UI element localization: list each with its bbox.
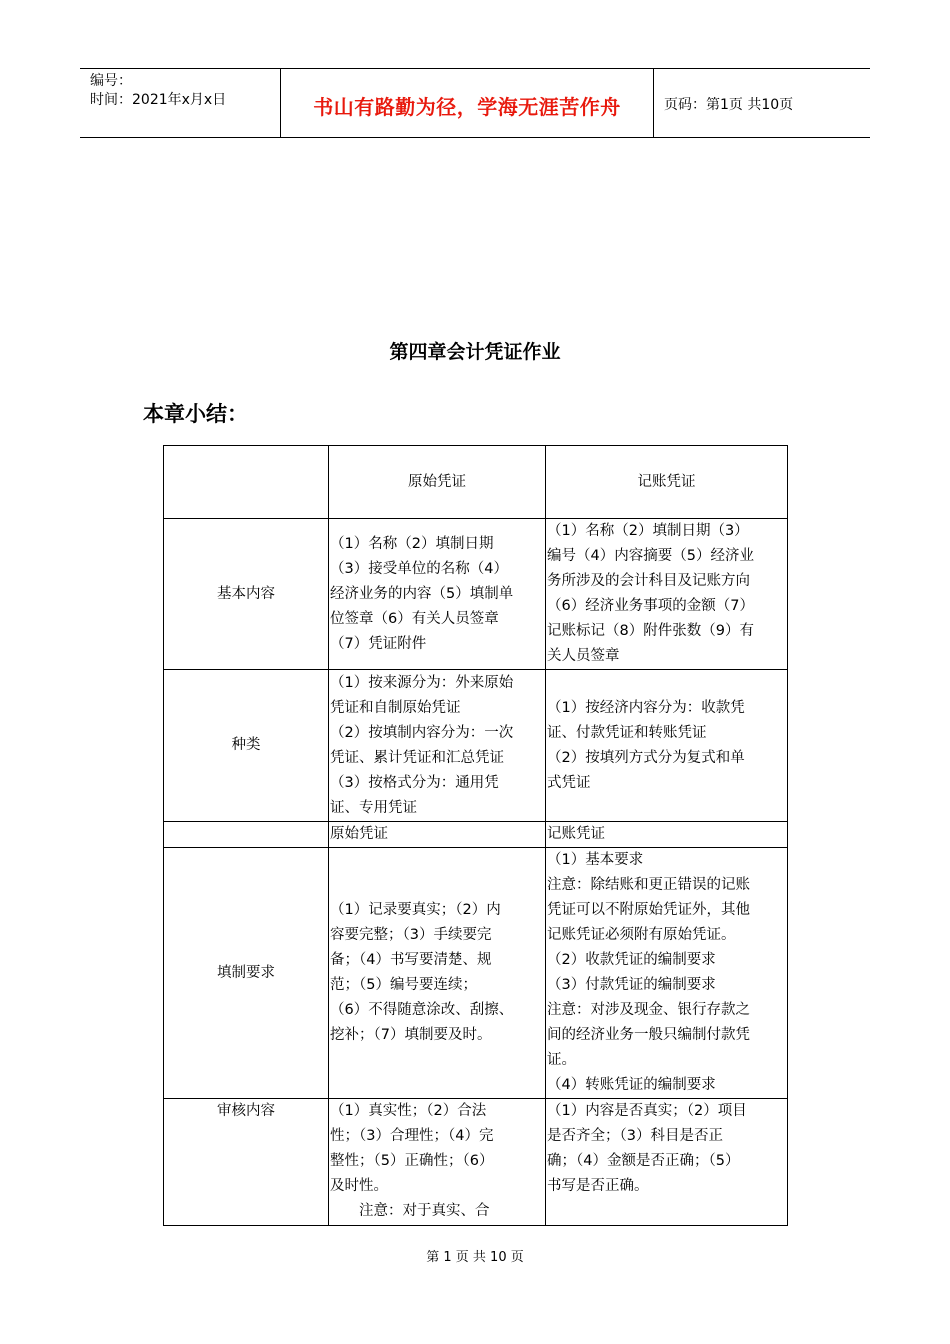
cell-line: （1）基本要求 xyxy=(547,852,644,868)
header-page-cell xyxy=(654,69,870,137)
cell-line: 记账凭证 xyxy=(547,826,605,842)
cell-record xyxy=(546,519,788,670)
cell-line: 编号（4）内容摘要（5）经济业 xyxy=(547,548,754,564)
cell-line: 式凭证 xyxy=(547,774,591,791)
table-row xyxy=(164,519,788,670)
number-label: 编号： xyxy=(90,73,132,89)
table-row xyxy=(164,670,788,822)
cell-line: 及时性。 xyxy=(330,1178,388,1194)
cell-line: 经济业务的内容（5）填制单 xyxy=(330,585,514,602)
cell-line: （1）真实性；（2）合法 xyxy=(330,1103,487,1119)
cell-line: 凭证可以不附原始凭证外，其他 xyxy=(547,902,750,918)
cell-line: （3）接受单位的名称（4） xyxy=(330,560,508,577)
cell-original xyxy=(329,848,546,1099)
cell-line: 间的经济业务一般只编制付款凭 xyxy=(547,1027,750,1043)
cell-original xyxy=(329,822,546,848)
table-header-row xyxy=(164,446,788,519)
cell-line: 凭证和自制原始凭证 xyxy=(330,699,461,716)
table-row xyxy=(164,822,788,848)
cell-line: （2）按填列方式分为复式和单 xyxy=(547,749,745,766)
cell-line: 范；（5）编号要连续； xyxy=(330,977,477,993)
cell-line: 关人员签章 xyxy=(547,648,620,664)
cell-line: 确；（4）金额是否正确；（5） xyxy=(547,1153,740,1169)
cell-line: 是否齐全；（3）科目是否正 xyxy=(547,1128,723,1144)
time-label: 时间：2021年x月x日 xyxy=(90,92,227,108)
cell-line: 原始凭证 xyxy=(330,826,388,842)
corner-cell xyxy=(164,446,329,519)
cell-line: （3）付款凭证的编制要求 xyxy=(547,977,716,993)
cell-line: 证。 xyxy=(547,1052,576,1068)
row-label-filling-requirements: 填制要求 xyxy=(164,848,329,1099)
cell-line: 整性；（5）正确性；（6） xyxy=(330,1153,494,1169)
cell-line: 注意：对于真实、合 xyxy=(330,1203,490,1219)
cell-record xyxy=(546,670,788,822)
cell-original xyxy=(329,519,546,670)
summary-table xyxy=(163,445,788,1226)
cell-line: 证、专用凭证 xyxy=(330,799,417,816)
cell-line: 位签章（6）有关人员签章 xyxy=(330,610,499,627)
cell-line: （4）转账凭证的编制要求 xyxy=(547,1077,716,1093)
cell-line: 记账标记（8）附件张数（9）有 xyxy=(547,623,754,639)
row-label-types: 种类 xyxy=(164,670,329,822)
table-row xyxy=(164,1099,788,1226)
header-motto-cell xyxy=(281,69,654,137)
cell-record xyxy=(546,848,788,1099)
cell-record xyxy=(546,822,788,848)
cell-line: 注意：对涉及现金、银行存款之 xyxy=(547,1002,750,1018)
cell-line: （1）按来源分为：外来原始 xyxy=(330,674,514,691)
cell-line: 备；（4）书写要清楚、规 xyxy=(330,952,492,968)
cell-line: 务所涉及的会计科目及记账方向 xyxy=(547,573,750,589)
cell-line: 挖补；（7）填制要及时。 xyxy=(330,1027,492,1043)
header-original-voucher: 原始凭证 xyxy=(329,446,546,519)
cell-line: 记账凭证必须附有原始凭证。 xyxy=(547,927,736,943)
cell-line: 性；（3）合理性；（4）完 xyxy=(330,1128,494,1144)
cell-line: （6）经济业务事项的金额（7） xyxy=(547,598,754,614)
page-info: 页码：第1页 共10页 xyxy=(664,97,794,113)
cell-line: （1）按经济内容分为：收款凭 xyxy=(547,699,745,716)
header-record-voucher: 记账凭证 xyxy=(546,446,788,519)
cell-line: （1）记录要真实；（2）内 xyxy=(330,902,501,918)
cell-line: （1）名称（2）填制日期 xyxy=(330,535,494,552)
cell-line: 凭证、累计凭证和汇总凭证 xyxy=(330,749,504,766)
row-label-empty xyxy=(164,822,329,848)
cell-line: （1）内容是否真实；（2）项目 xyxy=(547,1103,747,1119)
cell-line: （3）按格式分为：通用凭 xyxy=(330,774,499,791)
chapter-title: 第四章会计凭证作业 xyxy=(389,341,561,363)
cell-original xyxy=(329,1099,546,1226)
row-label-basic-content: 基本内容 xyxy=(164,519,329,670)
motto-text: 书山有路勤为径，学海无涯苦作舟 xyxy=(313,95,621,119)
cell-line: （7）凭证附件 xyxy=(330,635,427,652)
cell-line: 容要完整；（3）手续要完 xyxy=(330,927,492,943)
cell-line: 书写是否正确。 xyxy=(547,1178,649,1194)
cell-line: 注意：除结账和更正错误的记账 xyxy=(547,877,750,893)
row-label-audit-content: 审核内容 xyxy=(164,1099,329,1226)
cell-line: （1）名称（2）填制日期（3） xyxy=(547,523,749,539)
cell-line: （6）不得随意涂改、刮擦、 xyxy=(330,1002,514,1018)
cell-line: （2）按填制内容分为：一次 xyxy=(330,724,514,741)
cell-line: （2）收款凭证的编制要求 xyxy=(547,952,716,968)
page-footer: 第 1 页 共 10 页 xyxy=(426,1250,524,1265)
cell-record xyxy=(546,1099,788,1226)
cell-original xyxy=(329,670,546,822)
table-row xyxy=(164,848,788,1099)
document-header xyxy=(80,68,870,138)
cell-line: 证、付款凭证和转账凭证 xyxy=(547,724,707,741)
section-subtitle: 本章小结： xyxy=(143,402,248,426)
header-meta-cell xyxy=(80,69,281,137)
